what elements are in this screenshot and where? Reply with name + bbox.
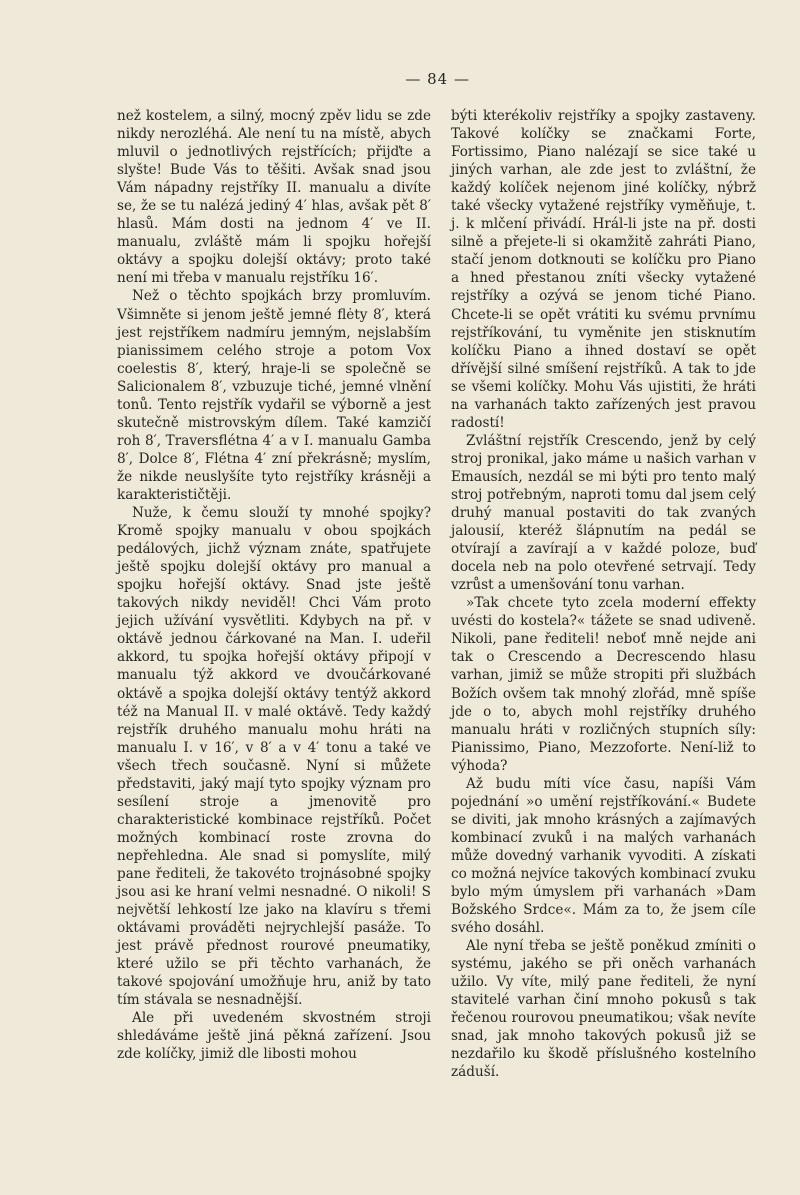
paragraph: Ale nyní třeba se ještě poněkud zmíniti o systému, jakého se při oněch varhanách užilo. Vy víte, milý pane řediteli, že nyní stavitelé varhan činí mnoho pokusů s tak řečenou rourovou pneumatikou; však nevíte snad, jak mnoho takových pokusů již se nezdařilo ku škodě příslušného kostelního záduší. [451, 938, 756, 1081]
page-number: — 84 — [405, 70, 470, 88]
left-column [117, 107, 431, 1063]
paragraph: Než o těchto spojkách brzy promluvím. Všimněte si jenom ještě jemné flėty 8′, která jest rejstříkem nadmíru jemným, nejslabším pianissimem celého stroje a potom Vox coelestis 8′, který, hraje-li se společně se Salicionalem 8′, vzbuzuje tiché, jemné vlnění tonů. Tento rejstřík vydařil se výborně a jest skutečně mistrovským dílem. Také kamzičí roh 8′, Traversflétna 4′ a v I. manualu Gamba 8′, Dolce 8′, Flétna 4′ zní překrásně; myslím, že nikde neuslyšíte tyto rejstříky krásněji a karakterističtěji. [117, 288, 431, 503]
paragraph: býti kterékoliv rejstříky a spojky zastaveny. Takové kolíčky se značkami Forte, Fortissimo, Piano nalézají se sice také u jiných varhan, ale zde jest to zvláštní, že každý kolíček nejenom jiné kolíčky, nýbrž také všecky vytažené rejstříky vyměňuje, t. j. k mlčení přivádí. Hrál-li jste na př. dosti silně a přejete-li si okamžitě zahráti Piano, stačí jenom dotknouti se kolíčku pro Piano a hned přestanou zníti všecky vytažené rejstříky a ozývá se jenom tiché Piano. Chcete-li se opět vrátiti ku svému prvnímu rejstříkování, tu vyměnite jen stisknutím kolíčku Piano a ihned dostaví se opět dřívější silné smíšení rejstříků. A tak to jde se všemi kolíčky. Mohu Vás ujistiti, že hráti na varhanách takto zařízených jest pravou radostí! [451, 108, 756, 431]
paragraph: Až budu míti více času, napíši Vám pojednání »o umění rejstříkování.« Budete se diviti, jak mnoho krásných a zajímavých kombinací zvuků i na malých varhanách může dovedný varhanik vyvoditi. A získati co možná nejvíce takových kombinací zvuku bylo mým úmyslem při varhanách »Dam Božského Srdce«. Mám za to, že jsem cíle svého dosáhl. [451, 775, 756, 937]
right-column [451, 107, 756, 1082]
paragraph: Zvláštní rejstřík Crescendo, jenž by celý stroj pronikal, jako máme u našich varhan v Emausích, nezdál se mi býti pro tento malý stroj potřebným, naproti tomu dal jsem celý druhý manual postaviti do tak zvaných jalousií, kteréž šlápnutím na pedál se otvírají a zavírají a v každé poloze, buď docela neb na polo otevřené setrvají. Tedy vzrůst a umenšování tonu varhan. [451, 432, 756, 594]
paragraph: Ale při uvedeném skvostném stroji shledáváme ještě jiná pěkná zařízení. Jsou zde kolíčky, jimiž dle libosti mohou [117, 1010, 431, 1063]
paragraph: Nuže, k čemu slouží ty mnohé spojky? Kromě spojky manualu v obou spojkách pedálových, jichž význam znáte, spatřujete ještě spojku dolejší oktávy pro manual a spojku hořejší oktávy. Snad jste ještě takových nikdy neviděl! Chci Vám proto jejich užívání vysvětliti. Kdybych na př. v oktávě jednou čárkované na Man. I. udeřil akkord, tu spojka hořejší oktávy připojí v manualu týž akkord ve dvoučárkované oktávě a spojka dolejší oktávy tentýž akkord též na Manual II. v malé oktávě. Tedy každý rejstřík druhého manualu mohu hráti na manualu I. v 16′, v 8′ a v 4′ tonu a také ve všech třech současně. Nyní si můžete představiti, jaký mají tyto spojky význam pro sesílení stroje a jmenovitě pro charakteristické kombinace rejstříků. Počet možných kombinací roste zrovna do nepřehledna. Ale snad si pomyslíte, milý pane řediteli, že takovéto trojnásobné spojky jsou asi ke hraní velmi nesnadné. O nikoli! S největší lehkostí lze jako na klavíru s třemi oktávami prováděti nejrychlejší pasáže. To jest právě přednost rourové pneumatiky, které užilo se při těchto varhanách, že takové spojování umožňuje hru, aniž by tato tím stávala se nesnadnější. [117, 505, 431, 1009]
paragraph: »Tak chcete tyto zcela moderní effekty uvésti do kostela?« tážete se snad udiveně. Nikoli, pane řediteli! neboť mně nejde ani tak o Crescendo a Decrescendo hlasu varhan, jimiž se může stropiti při službách Božích ovšem tak mnohý zlořád, mně spíše jde o to, abych mohl rejstříky druhého manualu hráti v rozličných stupních síly: Pianissimo, Piano, Mezzoforte. Není-liž to výhoda? [451, 595, 756, 774]
paragraph: než kostelem, a silný, mocný zpěv lidu se zde nikdy nerozléhá. Ale není tu na místě, abych mluvil o jednotlivých rejstřících; přijďte a slyšte! Bude Vás to těšiti. Avšak snad jsou Vám nápadny rejstříky II. manualu a divíte se, že se tu nalézá jediný 4′ hlas, avšak pět 8′ hlasů. Mám dosti na jednom 4′ ve II. manualu, zvláště mám li spojku hořejší oktávy a spojku dolejší oktávy; proto také není mi třeba v manualu rejstříku 16′. [117, 108, 431, 287]
